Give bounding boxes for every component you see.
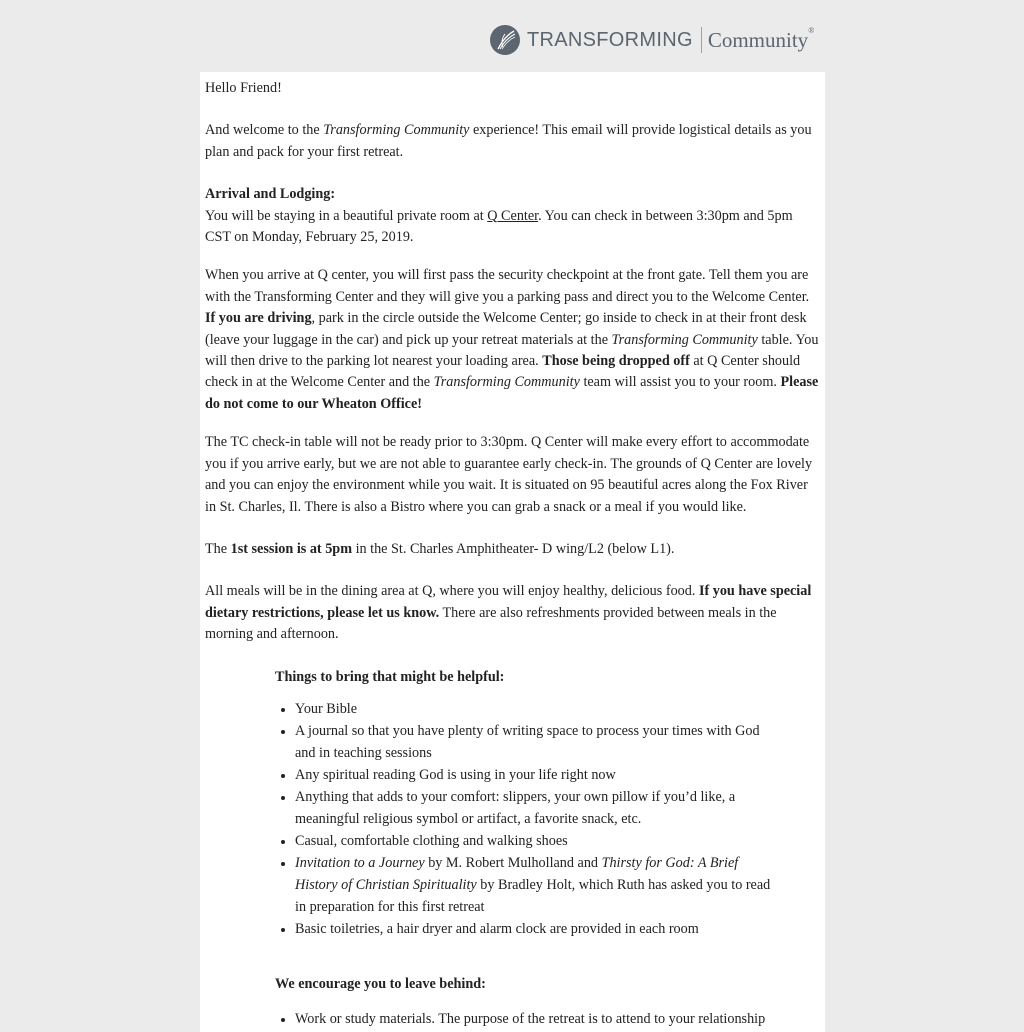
arrival-instructions-paragraph: When you arrive at Q center, you will first pass the security checkpoint at the front gate. Tell them you are with the Transforming Center and they will give you a parking pass and direct you to the Welcome Center. If you are driving, park in the circle outside the Welcome Center; go inside to check in at their front desk (leave your luggage in the car) and pick up your retreat materials at the Transforming Community table. You will then drive to the parking lot nearest your loading area. Those being dropped off at Q Center should check in at the Welcome Center and the Transforming Community team will assist you to your room. Please do not come to our Wheaton Office! (205, 267, 819, 412)
logo-divider (701, 27, 702, 53)
transforming-community-logo[interactable] (490, 24, 814, 56)
list-item-books: • Invitation to a Journey by M. Robert Mulholland and Thirsty for God: A Brief History of Christian Spirituality by Bradley Holt, which Ruth has asked you to read in preparation for this first retreat (295, 852, 775, 918)
meals-paragraph: All meals will be in the dining area at Q, where you will enjoy healthy, delicious food. If you have special dietary restrictions, please let us know. There are also refreshments provided between meals in the morning and afternoon. (205, 583, 812, 643)
list-item: • Anything that adds to your comfort: slippers, your own pillow if you’d like, a meaningful religious symbol or artifact, a favorite snack, etc. (295, 786, 775, 830)
list-item: • Any spiritual reading God is using in your life right now (295, 764, 775, 786)
list-item: • Work or study materials. The purpose of the retreat is to attend to your relationship (295, 1008, 775, 1030)
intro-paragraph: And welcome to the Transforming Community experience! This email will provide logistical details as you plan and pack for your first retreat. (205, 122, 812, 160)
logo-word-community: Community® (707, 25, 815, 52)
arrival-heading: Arrival and Lodging: (205, 186, 336, 203)
bring-section (275, 667, 775, 1031)
logo-word-transforming: TRANSFORMING (527, 28, 693, 51)
list-item: • Basic toiletries, a hair dryer and alarm clock are provided in each room (295, 918, 775, 940)
list-item: • Casual, comfortable clothing and walking shoes (295, 830, 775, 852)
email-header (0, 0, 1024, 72)
session-paragraph: The 1st session is at 5pm in the St. Charles Amphitheater- D wing/L2 (below L1). (205, 540, 675, 557)
email-content (200, 72, 825, 1030)
arrival-paragraph: You will be staying in a beautiful private room at Q Center. You can check in between 3:30pm and 5pm CST on Monday, February 25, 2019. (205, 207, 793, 246)
leave-heading: We encourage you to leave behind: (275, 975, 486, 992)
leaf-logo-icon (490, 25, 520, 55)
email-body-card (200, 72, 825, 1032)
leave-list (275, 1008, 775, 1030)
list-item: • Your Bible (295, 698, 775, 720)
greeting: Hello Friend! (205, 80, 282, 96)
q-center-link[interactable]: Q Center (487, 207, 539, 224)
list-item: • A journal so that you have plenty of writing space to process your times with God and in teaching sessions (295, 720, 775, 764)
checkin-paragraph: The TC check-in table will not be ready prior to 3:30pm. Q Center will make every effort to accommodate you if you arrive early, but we are not able to guarantee early check-in. The grounds of Q Center are lovely and you can enjoy the environment while you wait. It is situated on 95 beautiful acres along the Fox River in St. Charles, Il. There is also a Bistro where you can grab a snack or a meal if you would like. (205, 434, 813, 515)
bring-list (275, 698, 775, 940)
bring-heading: Things to bring that might be helpful: (275, 668, 505, 685)
